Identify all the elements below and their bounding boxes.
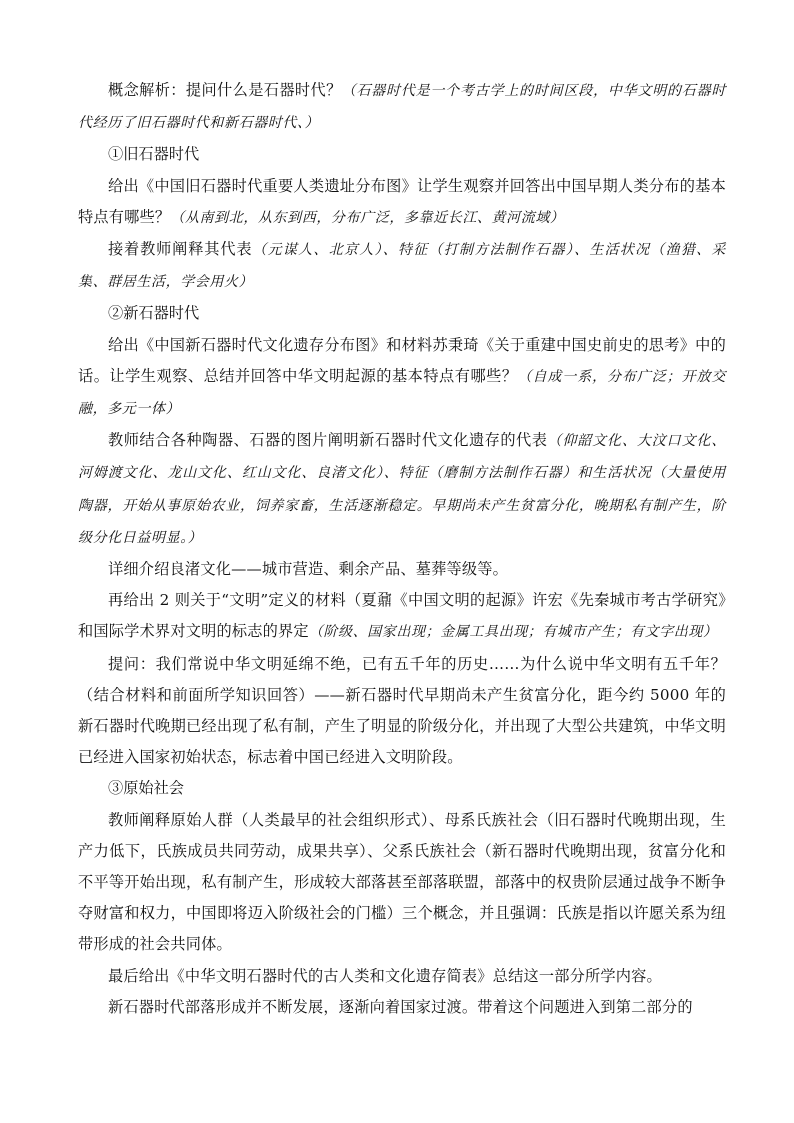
paragraph-concept-analysis (78, 75, 726, 139)
paragraph-civilization-definition (78, 585, 726, 648)
paragraph-transition (78, 992, 726, 1023)
paragraph-text: 接着教师阐释其代表 (108, 240, 253, 259)
paragraph-note: （从南到北，从东到西，分布广泛，多靠近长江、黄河流域） (170, 209, 565, 226)
paragraph-note: （元谋人、北京人）、特征（打制方法制作石器）、生活状况（渔猎、采集、群居生活，学会用火） (78, 242, 726, 291)
document-body (78, 75, 726, 1023)
paragraph-text: 教师阐释原始人群（人类最早的社会组织形式）、母系氏族社会（旧石器时代晚期出现，生产力低下，氏族成员共同劳动，成果共享）、父系氏族社会（新石器时代晚期出现，贫富分化和不平等开始出现，私有制产生，形成较大部落甚至部落联盟，部落中的权贵阶层通过战争不断争夺财富和权力，中国即将迈入阶级社会的门槛）三个概念，并且强调：氏族是指以许愿关系为纽带形成的社会共同体。 (78, 810, 726, 954)
paragraph-text: 给出《中国旧石器时代重要人类遗址分布图》让学生观察并回答出中国早期人类分布的基本特点有哪些？ (78, 176, 726, 226)
paragraph-text: 教师结合各种陶器、石器的图片阐明新石器时代文化遗存的代表 (108, 431, 548, 450)
paragraph-text: 再给出 2 则关于“文明”定义的材料（夏鼐《中国文明的起源》许宏《先秦城市考古学研究》和国际学术界对文明的标志的界定 (78, 591, 726, 641)
paragraph-neolithic-cultures (78, 425, 726, 554)
paragraph-neolithic-map (78, 330, 726, 426)
paragraph-text: 详细介绍良渚文化——城市营造、剩余产品、墓葬等级等。 (108, 560, 509, 579)
heading-primitive-society (78, 773, 726, 804)
paragraph-text: 新石器时代部落形成并不断发展，逐渐向着国家过渡。带着这个问题进入到第二部分的 (108, 997, 693, 1016)
heading-neolithic (78, 298, 726, 329)
paragraph-text: 提问：我们常说中华文明延绵不绝，已有五千年的历史……为什么说中华文明有五千年？（结合材料和前面所学知识回答）——新石器时代早期尚未产生贫富分化，距今约 5000 年的新石器时代晚期已经出现了私有制，产生了明显的阶级分化，并出现了大型公共建筑，中华文明已经进入国家初始状态，标志着中国已经进入文明阶段。 (78, 654, 726, 767)
paragraph-note: （石器时代是一个考古学上的时间区段，中华文明的石器时代经历了旧石器时代和新石器时代、） (78, 83, 726, 132)
heading-text: ①旧石器时代 (108, 145, 200, 164)
paragraph-five-thousand-years (78, 649, 726, 774)
paragraph-summary-table (78, 961, 726, 992)
paragraph-text: 最后给出《中华文明石器时代的古人类和文化遗存简表》总结这一部分所学内容。 (108, 966, 662, 985)
paragraph-liangzhu (78, 554, 726, 585)
paragraph-note: （自成一系，分布广泛；开放交融，多元一体） (78, 368, 726, 418)
paragraph-paleolithic-map (78, 171, 726, 234)
paragraph-text: 概念解析：提问什么是石器时代？ (108, 81, 342, 99)
heading-text: ③原始社会 (108, 779, 184, 798)
paragraph-note: （阶级、国家出现；金属工具出现；有城市产生；有文字出现） (308, 624, 718, 641)
paragraph-note: （仰韶文化、大汶口文化、河姆渡文化、龙山文化、红山文化、良渚文化）、特征（磨制方法制作石器）和生活状况（大量使用陶器，开始从事原始农业，饲养家畜，生活逐渐稳定。早期尚未产生贫富分化，晚期私有制产生，阶级分化日益明显。） (78, 433, 726, 546)
paragraph-text: 给出《中国新石器时代文化遗存分布图》和材料苏秉琦《关于重建中国史前史的思考》中的话。让学生观察、总结并回答中华文明起源的基本特点有哪些？ (78, 335, 726, 385)
paragraph-primitive-society-concepts (78, 805, 726, 961)
paragraph-paleolithic-representatives (78, 234, 726, 298)
heading-paleolithic (78, 139, 726, 170)
heading-text: ②新石器时代 (108, 304, 200, 323)
